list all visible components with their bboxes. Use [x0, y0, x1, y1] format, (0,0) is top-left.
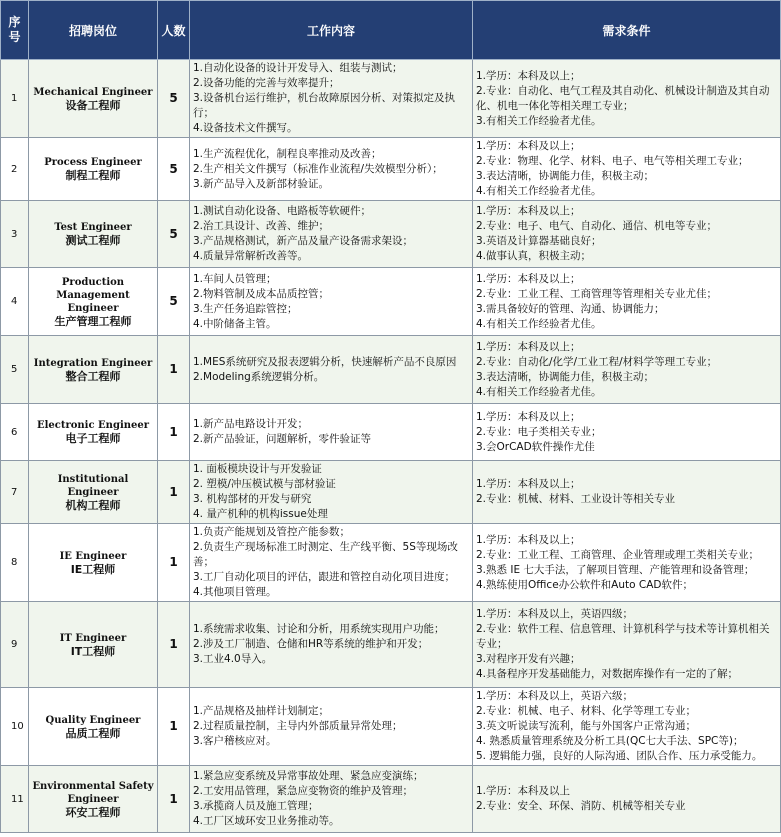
row-position: [29, 201, 158, 268]
requirement-item: 2.专业：安全、环保、消防、机械等相关专业: [476, 800, 686, 812]
table-row: [1, 201, 781, 268]
requirement-item: 2.专业：自动化、电气工程及其自动化、机械设计制造及其自动化、机电一体化等相关理工专业；: [476, 84, 770, 112]
table-row: [1, 60, 781, 138]
duty-item: 4.中阶储备主管。: [193, 317, 277, 330]
requirement-item: 4.有相关工作经验者尤佳。: [476, 317, 602, 330]
position-english-title: Institutional Engineer: [57, 473, 129, 498]
requirement-item: 1.学历：本科及以上，英语六级；: [476, 690, 634, 702]
row-duties: [190, 524, 473, 602]
duty-item: 2.治工具设计、改善、维护；: [193, 220, 330, 232]
row-duties: [190, 688, 473, 766]
row-requirements: [473, 336, 781, 404]
duty-item: 1.生产流程优化，制程良率推动及改善；: [193, 147, 382, 160]
position-chinese-title: 整合工程师: [65, 369, 121, 383]
position-english-title: Environmental Safety Engineer: [32, 780, 154, 805]
position-english-title: Electronic Engineer: [36, 420, 150, 431]
row-duties: [190, 60, 473, 138]
requirement-item: 2.专业：软件工程、信息管理、计算机科学与技术等计算机相关专业；: [476, 623, 770, 650]
duty-item: 3.客户稽核应对。: [193, 735, 277, 747]
row-position: [29, 766, 158, 833]
table-body: [1, 60, 781, 833]
row-duties: [190, 138, 473, 201]
table-header-row: [1, 1, 781, 60]
requirement-item: 1.学历：本科及以上；: [476, 340, 581, 353]
row-duties: [190, 766, 473, 833]
requirement-item: 3.需具备较好的管理、沟通、协调能力；: [476, 302, 665, 315]
row-headcount: 1: [158, 602, 190, 688]
requirement-item: 4.有相关工作经验者尤佳。: [476, 185, 602, 197]
requirement-item: 3.表达清晰，协调能力佳，积极主动；: [476, 370, 655, 383]
row-headcount: 5: [158, 201, 190, 268]
requirement-item: 2.专业：机械、材料、工业设计等相关专业: [476, 493, 676, 505]
duty-item: 1.车间人员管理；: [193, 272, 277, 285]
row-serial-number: 1: [1, 60, 29, 138]
row-requirements: [473, 404, 781, 461]
table-row: [1, 602, 781, 688]
duty-item: 3. 机构部材的开发与研究: [193, 493, 312, 505]
duty-item: 2.设备功能的完善与效率提升；: [193, 77, 340, 89]
table-row: [1, 336, 781, 404]
row-position: [29, 461, 158, 524]
table-row: [1, 461, 781, 524]
requirement-item: 2.专业：物理、化学、材料、电子、电气等相关理工专业；: [476, 155, 749, 167]
duty-item: 1.产品规格及抽样计划制定；: [193, 705, 330, 717]
row-position: [29, 336, 158, 404]
row-requirements: [473, 60, 781, 138]
requirement-item: 1.学历：本科及以上；: [476, 140, 581, 152]
row-serial-number: 5: [1, 336, 29, 404]
requirement-item: 1.学历：本科及以上，英语四级；: [476, 608, 634, 620]
position-chinese-title: 品质工程师: [65, 726, 121, 740]
duty-item: 3.生产任务追踪管控；: [193, 302, 298, 315]
requirement-item: 1.学历：本科及以上；: [476, 272, 581, 285]
requirement-item: 2.专业：电子、电气、自动化、通信、机电等专业；: [476, 220, 718, 232]
row-serial-number: 6: [1, 404, 29, 461]
row-requirements: [473, 524, 781, 602]
row-headcount: 1: [158, 688, 190, 766]
row-requirements: [473, 138, 781, 201]
duty-item: 2.负责生产现场标准工时测定、生产线平衡、5S等现场改善；: [193, 541, 458, 568]
requirement-item: 3.表达清晰，协调能力佳，积极主动；: [476, 170, 655, 182]
position-english-title: IE Engineer: [59, 550, 127, 562]
header-position: 招聘岗位: [29, 1, 158, 60]
requirement-item: 1.学历：本科及以上；: [476, 69, 581, 82]
table-row: [1, 138, 781, 201]
header-duties: 工作内容: [190, 1, 473, 60]
duty-item: 3.新产品导入及新部材验证。: [193, 177, 330, 190]
requirement-item: 4.熟练使用Office办公软件和Auto CAD软件；: [476, 578, 693, 591]
row-requirements: [473, 201, 781, 268]
row-serial-number: 9: [1, 602, 29, 688]
table-row: [1, 268, 781, 336]
duty-item: 1.系统需求收集、讨论和分析，用系统实现用户功能；: [193, 623, 445, 635]
requirement-item: 2.专业：电子类相关专业；: [476, 425, 602, 438]
duty-item: 3.设备机台运行维护，机台故障原因分析、对策拟定及执行；: [193, 92, 456, 119]
requirement-item: 4.有相关工作经验者尤佳。: [476, 385, 602, 398]
requirement-item: 1.学历：本科及以上；: [476, 205, 581, 217]
row-headcount: 1: [158, 404, 190, 461]
row-position: [29, 60, 158, 138]
duty-item: 1.测试自动化设备、电路板等软硬件；: [193, 205, 372, 217]
duty-item: 4.质量异常解析改善等。: [193, 250, 309, 262]
duty-item: 2.Modeling系统逻辑分析。: [193, 370, 325, 383]
table-row: [1, 524, 781, 602]
requirement-item: 5. 逻辑能力强，良好的人际沟通、团队合作、压力承受能力。: [476, 750, 763, 762]
duty-item: 1.紧急应变系统及异常事故处理、紧急应变演练；: [193, 770, 424, 782]
position-chinese-title: 制程工程师: [65, 169, 121, 182]
row-serial-number: 3: [1, 201, 29, 268]
header-requirements: 需求条件: [473, 1, 781, 60]
row-serial-number: 7: [1, 461, 29, 524]
position-english-title: Test Engineer: [54, 222, 132, 233]
row-position: [29, 404, 158, 461]
row-headcount: 1: [158, 461, 190, 524]
position-english-title: Quality Engineer: [45, 714, 141, 726]
row-headcount: 5: [158, 138, 190, 201]
row-serial-number: 2: [1, 138, 29, 201]
position-chinese-title: 设备工程师: [65, 98, 121, 112]
requirement-item: 1.学历：本科及以上；: [476, 478, 581, 490]
duty-item: 2.新产品验证，问题解析，零件验证等: [193, 433, 372, 445]
duty-item: 1.负责产能规划及管控产能参数；: [193, 526, 351, 538]
row-position: [29, 688, 158, 766]
row-position: [29, 602, 158, 688]
requirement-item: 4.做事认真，积极主动；: [476, 250, 592, 262]
requirement-item: 2.专业：工业工程、工商管理、企业管理或理工类相关专业；: [476, 548, 760, 561]
row-duties: [190, 461, 473, 524]
requirement-item: 3.英语及计算器基础良好；: [476, 235, 602, 247]
duty-item: 1. 面板模块设计与开发验证: [193, 463, 322, 475]
row-position: [29, 524, 158, 602]
row-serial-number: 4: [1, 268, 29, 336]
row-duties: [190, 602, 473, 688]
requirement-item: 1.学历：本科及以上；: [476, 533, 581, 546]
duty-item: 3.产品规格测试，新产品及量产设备需求架设；: [193, 235, 414, 247]
duty-item: 2.生产相关文件撰写（标准作业流程/失效模型分析）；: [193, 162, 443, 175]
table-row: [1, 766, 781, 833]
requirement-item: 3.对程序开发有兴趣；: [476, 653, 581, 665]
requirement-item: 2.专业：自动化/化学/工业工程/材料学等理工专业；: [476, 355, 718, 368]
duty-item: 2. 塑模/冲压模试模与部材验证: [193, 478, 336, 490]
row-serial-number: 11: [1, 766, 29, 833]
position-english-title: IT Engineer: [59, 632, 127, 644]
requirement-item: 1.学历：本科及以上: [476, 785, 571, 797]
position-english-title: Process Engineer: [44, 157, 142, 168]
position-chinese-title: 生产管理工程师: [54, 314, 132, 328]
duty-item: 1.MES系统研究及报表逻辑分析，快速解析产品不良原因: [193, 355, 457, 368]
requirement-item: 3.熟悉 IE 七大手法，了解项目管理、产能管理和设备管理；: [476, 563, 755, 576]
row-serial-number: 8: [1, 524, 29, 602]
header-serial-number: [1, 1, 29, 60]
duty-item: 3.工厂自动化项目的评估，跟进和管控自动化项目进度；: [193, 571, 456, 583]
row-headcount: 1: [158, 524, 190, 602]
requirement-item: 3.会OrCAD软件操作尤佳: [476, 440, 595, 453]
row-position: [29, 138, 158, 201]
duty-item: 1.新产品电路设计开发；: [193, 418, 309, 430]
requirement-item: 3.英文听说读写流利，能与外国客户正常沟通；: [476, 720, 697, 732]
row-headcount: 5: [158, 60, 190, 138]
duty-item: 1.自动化设备的设计开发导入、组装与测试；: [193, 62, 403, 74]
requirement-item: 2.专业：机械、电子、材料、化学等理工专业；: [476, 705, 697, 717]
duty-item: 2.涉及工厂制造、仓储和HR等系统的维护和开发；: [193, 638, 429, 650]
position-english-title: Production Management Engineer: [56, 276, 130, 314]
header-serial-line2: 号: [8, 30, 21, 44]
row-requirements: [473, 688, 781, 766]
row-headcount: 1: [158, 766, 190, 833]
requirement-item: 4.具备程序开发基础能力，对数据库操作有一定的了解；: [476, 668, 739, 680]
row-duties: [190, 201, 473, 268]
requirement-item: 2.专业：工业工程、工商管理等管理相关专业尤佳；: [476, 287, 718, 300]
row-duties: [190, 336, 473, 404]
row-position: [29, 268, 158, 336]
duty-item: 2.过程质量控制，主导内外部质量异常处理；: [193, 720, 403, 732]
duty-item: 4.其他项目管理。: [193, 586, 277, 598]
position-chinese-title: 电子工程师: [65, 432, 121, 445]
row-requirements: [473, 461, 781, 524]
duty-item: 2.工安用品管理，紧急应变物资的维护及管理；: [193, 785, 414, 797]
duty-item: 4.设备技术文件撰写。: [193, 122, 298, 134]
row-serial-number: 10: [1, 688, 29, 766]
table-row: [1, 688, 781, 766]
duty-item: 3.承揽商人员及施工管理；: [193, 800, 319, 812]
requirement-item: 3.有相关工作经验者尤佳。: [476, 114, 602, 127]
row-duties: [190, 404, 473, 461]
row-requirements: [473, 268, 781, 336]
position-chinese-title: 机构工程师: [65, 498, 121, 512]
row-requirements: [473, 766, 781, 833]
row-headcount: 1: [158, 336, 190, 404]
table-row: [1, 404, 781, 461]
position-chinese-title: IT工程师: [70, 644, 116, 658]
duty-item: 3.工业4.0导入。: [193, 653, 273, 665]
duty-item: 4.工厂区域环安卫业务推动等。: [193, 815, 340, 827]
position-chinese-title: 环安工程师: [65, 805, 121, 819]
position-chinese-title: 测试工程师: [65, 234, 121, 247]
row-duties: [190, 268, 473, 336]
position-chinese-title: IE工程师: [70, 562, 116, 576]
duty-item: 2.物料管制及成本品质控管；: [193, 287, 330, 300]
header-count: 人数: [158, 1, 190, 60]
requirement-item: 4. 熟悉质量管理系统及分析工具(QC七大手法、SPC等)；: [476, 735, 744, 747]
duty-item: 4. 量产机种的机构issue处理: [193, 508, 328, 520]
requirement-item: 1.学历：本科及以上；: [476, 410, 581, 423]
position-english-title: Integration Engineer: [33, 357, 153, 369]
header-serial-line1: 序: [8, 15, 21, 29]
position-english-title: Mechanical Engineer: [33, 86, 153, 98]
row-requirements: [473, 602, 781, 688]
row-headcount: 5: [158, 268, 190, 336]
